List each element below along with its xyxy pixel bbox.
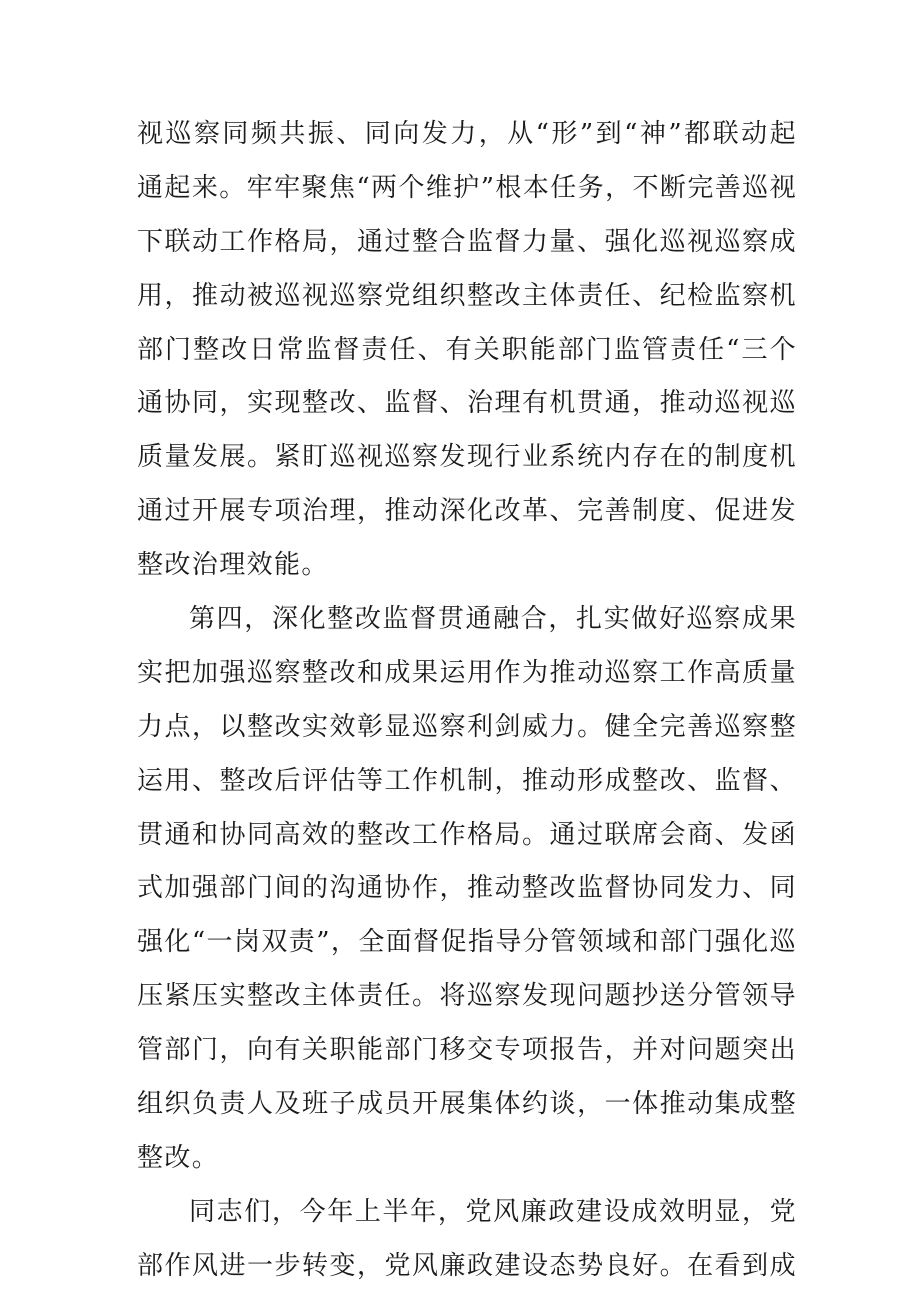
text-line: 贯通和协同高效的整改工作格局。通过联席会商、发函: [137, 819, 797, 850]
text-line: 组织负责人及班子成员开展集体约谈，一体推动集成整: [137, 1089, 797, 1120]
text-line: 整改治理效能。: [137, 550, 329, 581]
text-line: 部作风进一步转变，党风廉政建设态势良好。在看到成: [137, 1250, 797, 1281]
text-line: 同志们，今年上半年，党风廉政建设成效明显，党: [189, 1196, 797, 1227]
text-line: 运用、整改后评估等工作机制，推动形成整改、监督、: [137, 765, 797, 796]
text-line: 下联动工作格局，通过整合监督力量、强化巡视巡察成: [137, 226, 797, 257]
text-line: 强化“一岗双责”，全面督促指导分管领域和部门强化巡: [137, 927, 797, 958]
text-line: 视巡察同频共振、同向发力，从“形”到“神”都联动起: [137, 119, 797, 149]
text-line: 实把加强巡察整改和成果运用作为推动巡察工作高质量: [137, 657, 797, 688]
document-body-text: [137, 108, 797, 1294]
text-line: 力点，以整改实效彰显巡察利剑威力。健全完善巡察整: [137, 711, 797, 742]
text-line: 质量发展。紧盯巡视巡察发现行业系统内存在的制度机: [137, 442, 797, 473]
text-line: 第四，深化整改监督贯通融合，扎实做好巡察成果: [189, 604, 797, 635]
text-line: 用，推动被巡视巡察党组织整改主体责任、纪检监察机: [137, 280, 797, 311]
text-line: 式加强部门间的沟通协作，推动整改监督协同发力、同: [137, 873, 797, 904]
text-line: 通起来。牢牢聚焦“两个维护”根本任务，不断完善巡视: [137, 172, 797, 203]
text-line: 通协同，实现整改、监督、治理有机贯通，推动巡视巡: [137, 388, 797, 419]
text-line: 压紧压实整改主体责任。将巡察发现问题抄送分管领导: [137, 981, 797, 1012]
text-line: 整改。: [137, 1142, 220, 1173]
text-line: 管部门，向有关职能部门移交专项报告，并对问题突出: [137, 1035, 797, 1066]
text-line: 部门整改日常监督责任、有关职能部门监管责任“三个: [137, 334, 797, 365]
text-line: 通过开展专项治理，推动深化改革、完善制度、促进发: [137, 496, 797, 527]
